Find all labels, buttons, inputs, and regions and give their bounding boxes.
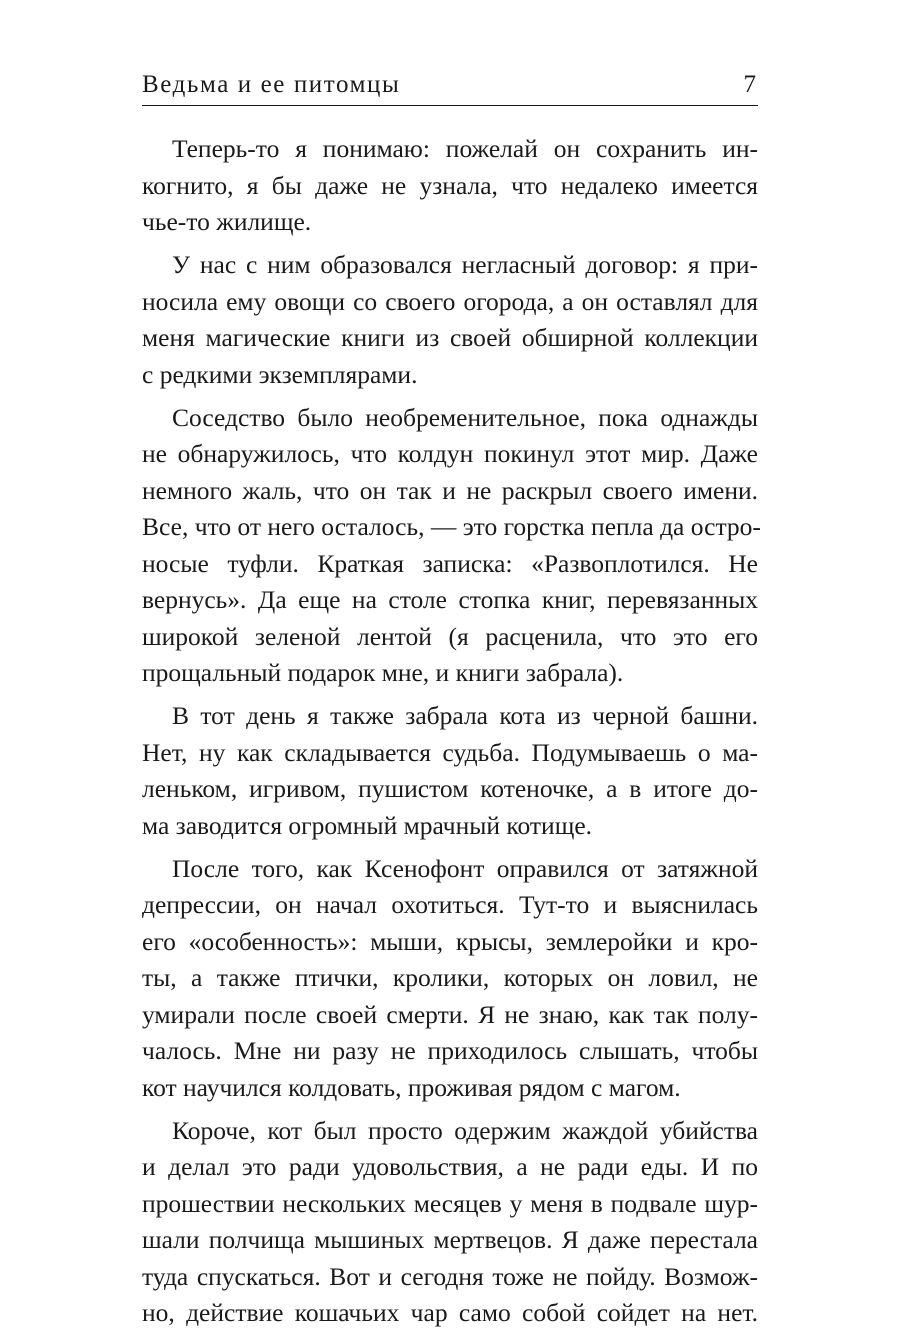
- text-line: Нет, ну как складывается судьба. Подумываешь о ма-: [142, 737, 758, 767]
- text-line: когнито, я бы даже не узнала, что недалеко имеется: [142, 170, 758, 200]
- text-line: леньком, игривом, пушистом котеночке, а в итоге до-: [142, 774, 758, 803]
- paragraph-3: [142, 400, 761, 692]
- text-line: ты, а также птички, кролики, которых он ловил, не: [142, 963, 758, 992]
- text-line: У нас с ним образовался негласный договор: я при-: [172, 250, 758, 279]
- paragraph-4: [142, 698, 758, 844]
- paragraph-1: [142, 131, 758, 241]
- text-line: шали полчища мышиных мертвецов. Я даже перестала: [142, 1225, 758, 1254]
- text-line: Короче, кот был просто одержим жаждой убийства: [172, 1115, 758, 1145]
- paragraph-2: [142, 247, 758, 393]
- text-line: и делал это ради удовольствия, а не ради еды. И по: [142, 1152, 758, 1181]
- text-line: В тот день я также забрала кота из черной башни.: [172, 701, 758, 730]
- text-line: немного жаль, что он так и не раскрыл своего имени.: [142, 475, 758, 505]
- text-line: чалось. Мне ни разу не приходилось слышать, чтобы: [142, 1036, 758, 1065]
- page-number: 7: [743, 71, 756, 98]
- running-title: Ведьма и ее питомцы: [142, 71, 401, 98]
- text-line: депрессии, он начал охотиться. Тут-то и выяснилась: [142, 890, 758, 919]
- text-line: После того, как Ксенофонт оправился от затяжной: [172, 853, 758, 883]
- text-line: умирали после своей смерти. Я не знаю, как так полу-: [142, 999, 758, 1029]
- text-line: Соседство было необременительное, пока однажды: [172, 402, 758, 432]
- text-line: туда спускаться. Вот и сегодня тоже не пойду. Возмож-: [142, 1261, 758, 1291]
- text-line: не обнаружилось, что колдун покинул этот мир. Даже: [142, 439, 758, 468]
- text-line: ма заводится огромный мрачный котище.: [142, 810, 593, 840]
- text-line: Все, что от него осталось, — это горстка пепла да остро-: [142, 512, 761, 541]
- text-line: его «особенность»: мыши, крысы, землеройки и кро-: [142, 926, 758, 956]
- text-line: носые туфли. Краткая записка: «Развоплотился. Не: [142, 548, 758, 578]
- body-text: [142, 131, 761, 1338]
- text-line: прощальный подарок мне, и книги забрала).: [142, 658, 624, 687]
- text-line: Теперь-то я понимаю: пожелай он сохранить ин-: [172, 134, 758, 163]
- paragraph-6: [142, 1113, 758, 1332]
- text-line: вернусь». Да еще на столе стопка книг, перевязанных: [142, 585, 758, 614]
- text-line: с редкими экземплярами.: [142, 359, 418, 389]
- paragraph-5: [142, 851, 758, 1107]
- text-line: прошествии нескольких месяцев у меня в подвале шур-: [142, 1188, 758, 1218]
- text-line: чье-то жилище.: [142, 207, 312, 236]
- text-line: носила ему овощи со своего огорода, а он оставлял для: [142, 286, 758, 316]
- text-line: меня магические книги из своей обширной коллекции: [142, 323, 758, 352]
- header-rule: [142, 105, 758, 106]
- text-line: широкой зеленой лентой (я расценила, что это его: [142, 621, 758, 651]
- running-header: [142, 68, 758, 104]
- text-line: но, действие кошачьих чар само собой сойдет на нет.: [142, 1298, 758, 1327]
- text-line: кот научился колдовать, проживая рядом с магом.: [142, 1072, 681, 1102]
